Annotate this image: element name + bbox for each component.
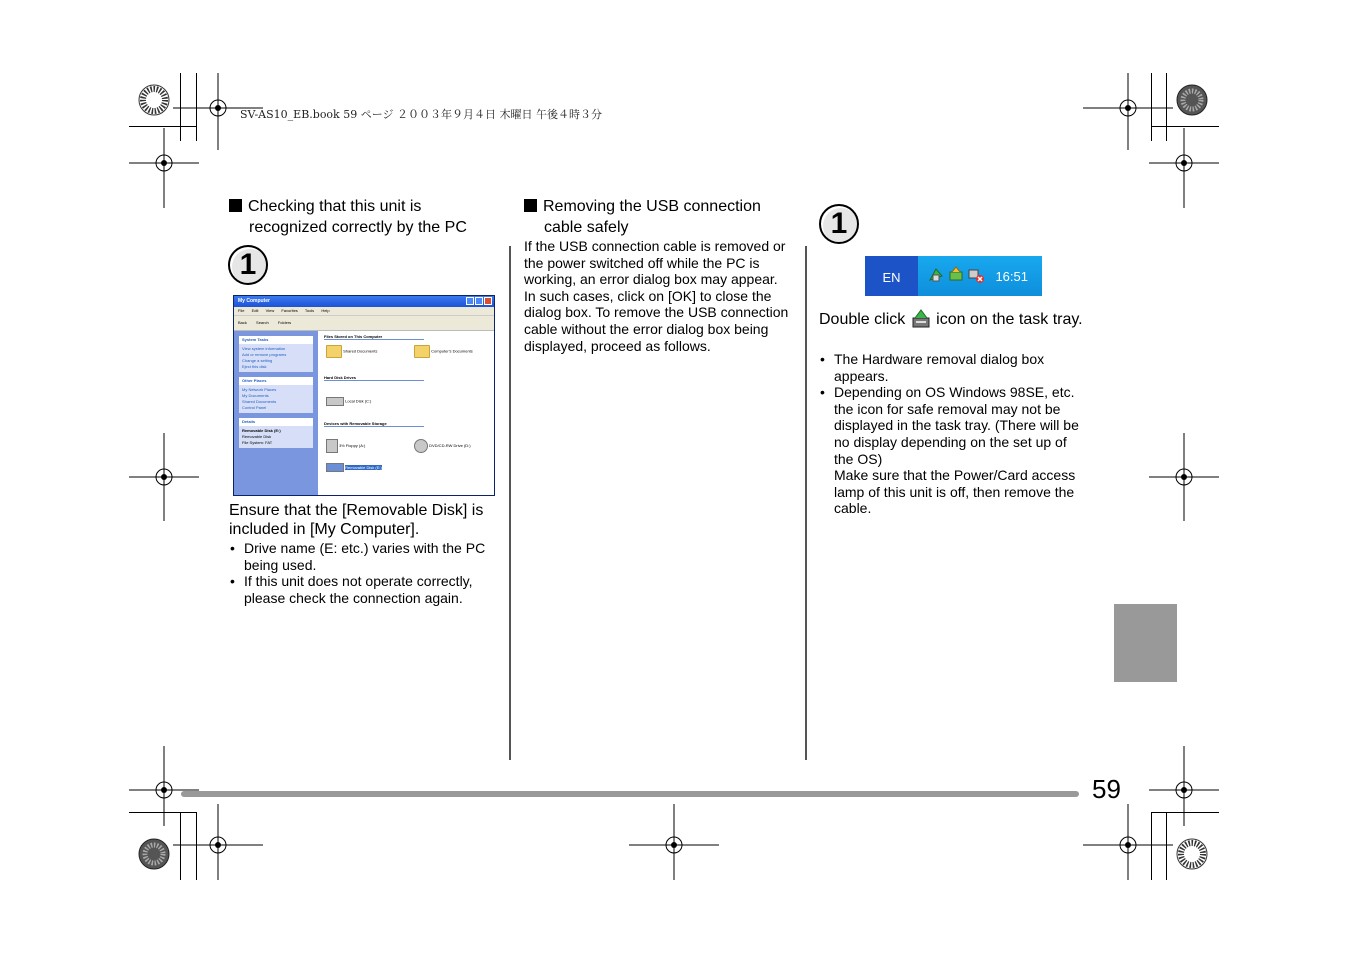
my-computer-window	[233, 295, 495, 496]
menu-view[interactable]: View	[265, 308, 275, 313]
chapter-tab	[1114, 604, 1177, 682]
removable-disk-icon	[326, 463, 344, 472]
place-link[interactable]: My Documents	[242, 393, 269, 398]
other-places-panel: Other Places My Network Places My Documents Shared Documents Control Panel	[239, 377, 313, 413]
square-bullet-icon	[229, 199, 242, 212]
safely-remove-hardware-icon	[910, 308, 932, 330]
column-divider	[805, 246, 807, 760]
task-tray	[865, 256, 1042, 296]
hard-disk-icon	[326, 397, 344, 406]
shared-documents-item[interactable]: Shared Documents	[326, 345, 377, 358]
network-error-icon[interactable]	[968, 266, 984, 284]
target-top-left-2	[129, 128, 199, 208]
language-indicator[interactable]: EN	[865, 256, 918, 296]
close-icon[interactable]	[484, 297, 492, 305]
safely-remove-hardware-icon[interactable]	[948, 266, 964, 284]
task-pane	[234, 331, 318, 495]
left-lead-text: Ensure that the [Removable Disk] is included in [My Computer].	[229, 502, 484, 538]
page-number: 59	[1092, 774, 1121, 804]
list-item: • Depending on OS Windows 98SE, etc. the icon for safe removal may not be displayed in the task tray. (There will be no display depending on the set up of the OS) Make sure that the Power/Card access lamp of this unit is off, then remove the cable.	[819, 384, 1089, 517]
menu-help[interactable]: Help	[321, 308, 330, 313]
removable-disk-item[interactable]: Removable Disk (E:)	[326, 463, 382, 472]
dvd-item[interactable]: DVD/CD-RW Drive (D:)	[414, 439, 471, 453]
list-item: • If this unit does not operate correctly, please check the connection again.	[229, 573, 499, 606]
menu-file[interactable]: File	[238, 308, 245, 313]
left-bullet-list	[229, 540, 499, 606]
menu-tools[interactable]: Tools	[304, 308, 315, 313]
system-tasks-panel: System Tasks View system information Add or remove programs Change a setting Eject this disk	[239, 336, 313, 372]
right-bullet-list	[819, 351, 1089, 517]
square-bullet-icon	[524, 199, 537, 212]
group-hdd: Hard Disk Drives	[324, 375, 424, 381]
task-link[interactable]: Eject this disk	[242, 364, 267, 369]
window-toolbar	[234, 316, 494, 331]
target-bottom-right-2	[1149, 746, 1219, 826]
folders-button[interactable]: Folders	[277, 320, 292, 325]
window-menubar	[234, 307, 494, 316]
menu-edit[interactable]: Edit	[251, 308, 259, 313]
list-item: • The Hardware removal dialog box appears.	[819, 351, 1089, 384]
step-1-badge-left: 1	[228, 245, 268, 285]
place-link[interactable]: Control Panel	[242, 405, 267, 410]
footer-rule	[181, 791, 1079, 797]
step-1-badge-right: 1	[819, 204, 859, 244]
group-removable: Devices with Removable Storage	[324, 421, 424, 427]
details-panel: Details Removable Disk (E:) Removable Disk File System: FAT	[239, 418, 313, 448]
window-titlebar: My Computer	[234, 296, 494, 307]
group-files: Files Stored on This Computer	[324, 334, 424, 340]
window-content	[320, 331, 494, 495]
folder-icon	[414, 345, 430, 358]
maximize-icon[interactable]	[475, 297, 483, 305]
minimize-icon[interactable]	[466, 297, 474, 305]
place-link[interactable]: My Network Places	[242, 387, 277, 392]
print-header: SV-AS10_EB.book 59 ページ ２００３年９月４日 木曜日 午後４時３分	[240, 108, 602, 121]
right-lead-text: Double click icon on the task tray.	[819, 308, 1091, 330]
floppy-item[interactable]: 3½ Floppy (A:)	[326, 439, 365, 453]
middle-section-title: Removing the USB connection cable safely	[524, 196, 804, 238]
middle-body-text: If the USB connection cable is removed or the power switched off while the PC is working, an error dialog box may appear. In such cases, click on [OK] to close the dialog box. To remove the USB connection cable without the error dialog box being displayed, proceed as follows.	[524, 238, 789, 354]
column-divider	[509, 246, 511, 760]
task-link[interactable]: Add or remove programs	[242, 352, 287, 357]
network-icon[interactable]	[928, 266, 944, 284]
computers-documents-item[interactable]: Computer's Documents	[414, 345, 473, 358]
search-button[interactable]: Search	[256, 320, 269, 325]
tray-area	[918, 256, 1042, 296]
target-top-right-1	[1083, 73, 1173, 150]
clock[interactable]: 16:51	[995, 269, 1028, 284]
menu-favorites[interactable]: Favorites	[281, 308, 298, 313]
floppy-icon	[326, 439, 338, 453]
folder-icon	[326, 345, 342, 358]
local-disk-item[interactable]: Local Disk (C:)	[326, 397, 371, 406]
back-button[interactable]: Back	[238, 320, 247, 325]
target-top-right-2	[1149, 128, 1219, 208]
list-item: • Drive name (E: etc.) varies with the PC being used.	[229, 540, 499, 573]
task-link[interactable]: Change a setting	[242, 358, 273, 363]
target-bottom-left-1	[129, 746, 199, 826]
cd-icon	[414, 439, 428, 453]
left-section-title: Checking that this unit is recognized correctly by the PC	[229, 196, 509, 238]
task-link[interactable]: View system information	[242, 346, 286, 351]
place-link[interactable]: Shared Documents	[242, 399, 277, 404]
